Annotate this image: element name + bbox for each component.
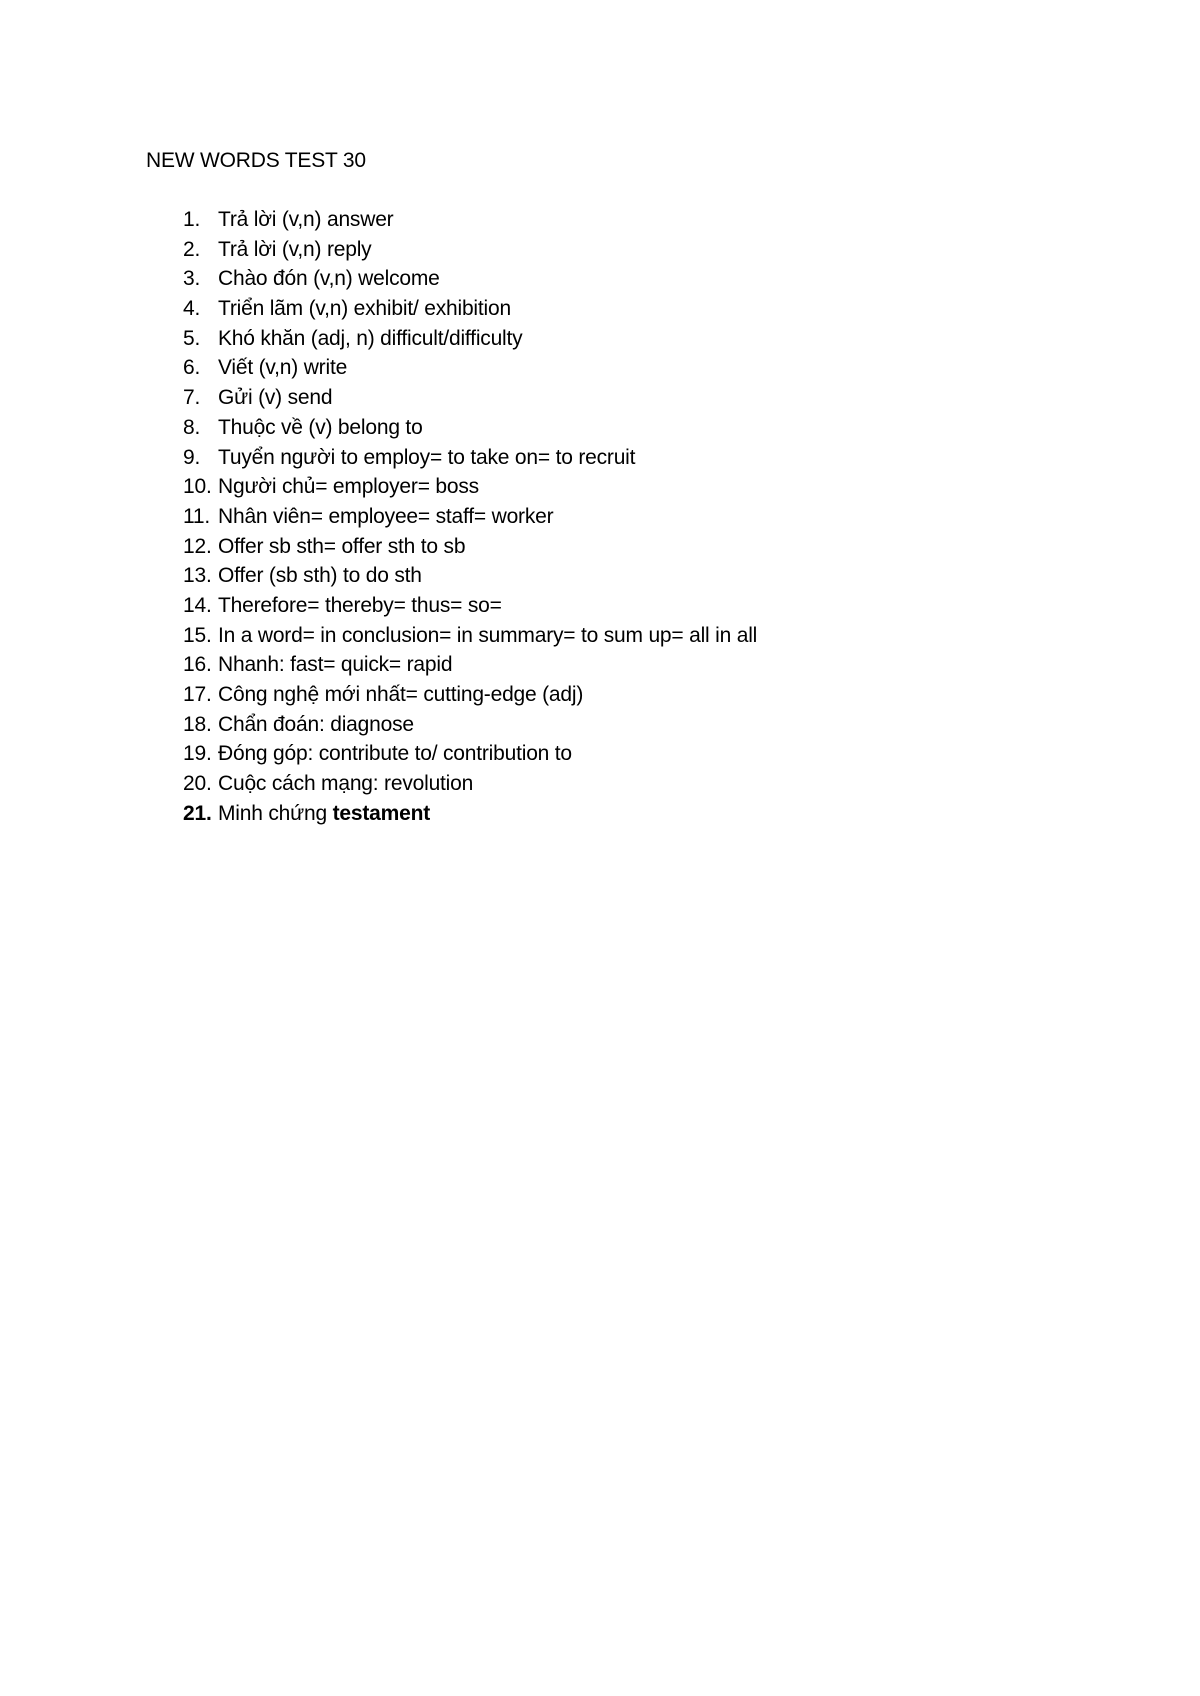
list-item-number: 5. bbox=[183, 326, 201, 350]
list-item-number: 8. bbox=[183, 415, 201, 439]
list-item-number: 18. bbox=[183, 712, 212, 736]
list-item-text: Thuộc về (v) belong to bbox=[218, 415, 423, 439]
list-item-text: Therefore= thereby= thus= so= bbox=[218, 593, 502, 617]
list-item-text: Tuyển người to employ= to take on= to recruit bbox=[218, 445, 636, 469]
list-item-number: 11. bbox=[183, 504, 211, 528]
list-item-number: 14. bbox=[183, 593, 212, 617]
list-item-text: Offer sb sth= offer sth to sb bbox=[218, 534, 466, 558]
list-item-bold-text: testament bbox=[332, 801, 430, 825]
document-title: NEW WORDS TEST 30 bbox=[146, 149, 366, 172]
list-item-text: Chào đón (v,n) welcome bbox=[218, 267, 440, 291]
list-item-number: 17. bbox=[183, 683, 212, 706]
list-item-number: 15. bbox=[183, 623, 212, 647]
list-item-text: Offer (sb sth) to do sth bbox=[218, 564, 422, 588]
list-item-number: 19. bbox=[183, 742, 212, 766]
list-item-text: Người chủ= employer= boss bbox=[218, 475, 479, 499]
list-item-number: 4. bbox=[183, 297, 201, 321]
list-item-text: Cuộc cách mạng: revolution bbox=[218, 772, 474, 796]
list-item-number: 7. bbox=[183, 386, 201, 410]
list-item-number: 1. bbox=[183, 208, 201, 231]
list-item-text: Nhân viên= employee= staff= worker bbox=[218, 504, 554, 528]
list-item-text: Viết (v,n) write bbox=[218, 356, 348, 380]
list-item-number: 2. bbox=[183, 237, 201, 261]
list-item-number: 13. bbox=[183, 564, 212, 588]
list-item-text: Minh chứng bbox=[218, 801, 333, 825]
list-item-number: 6. bbox=[183, 356, 201, 380]
list-item-text: Triển lãm (v,n) exhibit/ exhibition bbox=[218, 297, 511, 321]
list-item-number: 9. bbox=[183, 445, 201, 469]
list-item-text: Gửi (v) send bbox=[218, 386, 333, 410]
list-item-text: Chẩn đoán: diagnose bbox=[218, 712, 414, 736]
list-item-number: 12. bbox=[183, 534, 212, 558]
list-item-text-wrapper bbox=[218, 799, 430, 829]
list-item-text: In a word= in conclusion= in summary= to sum up= all in all bbox=[218, 623, 758, 647]
list-item-number: 20. bbox=[183, 772, 212, 796]
list-item-text: Trả lời (v,n) reply bbox=[218, 237, 372, 261]
list-item-text: Công nghệ mới nhất= cutting-edge (adj) bbox=[218, 683, 584, 706]
list-item-number: 21. bbox=[183, 801, 212, 825]
list-item-text: Nhanh: fast= quick= rapid bbox=[218, 653, 453, 677]
list-item-text: Khó khăn (adj, n) difficult/difficulty bbox=[218, 326, 523, 350]
list-item-number: 10. bbox=[183, 475, 212, 499]
list-item-text: Trả lời (v,n) answer bbox=[218, 208, 394, 231]
list-item-number: 3. bbox=[183, 267, 201, 291]
list-item-text: Đóng góp: contribute to/ contribution to bbox=[218, 742, 572, 766]
list-item-number: 16. bbox=[183, 653, 212, 677]
